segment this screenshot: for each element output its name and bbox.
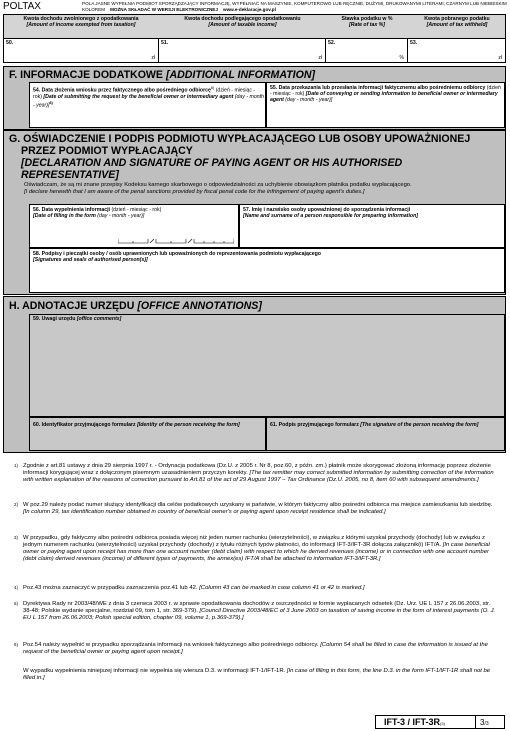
form-footer bbox=[375, 715, 505, 729]
header-note: POLA JASNE WYPEŁNIA PODMIOT SPORZĄDZAJĄCY INFORMACJĘ, WYPEŁNIAĆ NA MASZYNIE, KOMPUTEROWO LUB RĘCZNIE, DUŻYMI, DRUKOWANYMI LITERAMI, CZARNYM LUB NIEBIESKIM KOLOREM MOŻNA SKŁADAĆ W WERSJI ELEKTRONICZNEJ www.e-deklaracje.gov.pl bbox=[82, 1, 507, 12]
field-54[interactable]: 54. Data złożenia wniosku przez faktycznego albo pośredniego odbiorcę$^{6)}$ (dzień - miesiąc - rok) [Date of submitting the request by the beneficial owner or intermediary agent (day - month - year)]$^{6)}$ bbox=[29, 82, 266, 128]
top-table bbox=[3, 14, 506, 63]
field-57[interactable]: 57. Imię i nazwisko osoby upoważnionej do sporządzenia informacji [Name and surname of a person responsible for preparing information] bbox=[239, 204, 505, 248]
section-g-title: G. OŚWIADCZENIE I PODPIS PODMIOTU WYPŁACAJĄCEGO LUB OSOBY UPOWAŻNIONEJ PRZEZ PODMIOT WYPŁACAJĄCY [DECLARATION AND SIGNATURE OF PAYING AGENT OR HIS AUTHORISED REPRESENTATIVE] bbox=[9, 133, 471, 181]
footnote-1: 1) Zgodnie z art.81 ustawy z dnia 29 sierpnia 1997 r. - Ordynacja podatkowa (Dz.U. z 2005 r. Nr 8, poz.60, z późn. zm.) płatnik może skorygować złożoną informację poprzez złożenie informacji korygującej wraz z dołączonym pisemnym uzasadnieniem przyczyn korekty. [The tax remitter may correct submitted information by submitting correction of the information with written explanation of the reasons of correction pursuant to Art.81 of the act of 29 August 1997 – Tax Ordinance (Dz.U. 2005, no 8, item 60 with subsequent amendments.] bbox=[14, 463, 494, 484]
col-exempt-header: Kwota dochodu zwolnionego z opodatkowania [Amount of income exempted from taxation] bbox=[23, 16, 139, 28]
declaration-text: Oświadczam, że są mi znane przepisy Kodeksu karnego skarbowego o odpowiedzialności za uchybienie obowiązkom płatnika podatku wypłacającego. [I declare herewith that I am aware of the penal sanctions provided by fiscal penal code for the infringement of paying agent's duties.] bbox=[24, 182, 412, 195]
section-f-title: F. INFORMACJE DODATKOWE [ADDITIONAL INFORMATION] bbox=[9, 69, 316, 81]
field-55[interactable]: 55. Data przekazania lub przesłania informacji faktycznemu albo pośredniemu odbiorcy (dzień - miesiąc - rok) [Date of conveying or sending information to beneficial owner or intermediary agent (day - month - year)] bbox=[266, 82, 505, 128]
field-53[interactable]: 53. zł bbox=[408, 38, 505, 62]
field-56[interactable]: 56. Data wypełnienia informacji (dzień - miesiąc - rok) [Date of filling in the form (day - month - year)] bbox=[29, 204, 239, 248]
footnote-4: 4) Poz.43 można zaznaczyć w przypadku zaznaczenia poz.41 lub 42. [Column 43 can be marked in case column 41 or 42 is marked.] bbox=[14, 585, 365, 591]
field-50[interactable]: 50. zł bbox=[4, 38, 159, 62]
field-60-receiver-id[interactable]: 60. Identyfikator przyjmującego formularz [Identity of the person receiving the form] bbox=[29, 417, 266, 451]
footnote-3: 3) W przypadku, gdy faktyczny albo pośredni odbiorca posiada więcej niż jeden numer rachunku (wierzytelności), w związku z którymi uzyskał przychody (dochody) lub w związku z jednym numerem rachunku (wierzytelności) uzyskał przychody (dochody) z tytułu różnych typów płatności, do informacji IFT-3/IFT-3R dołącza załącznik(i) IFT/A. [In case beneficial owner or paying agent upon receipt has more than one account number (debt claim) with respect to which he derived revenues (income) or in connection with one account number (debt claim) derived revenues (income) of different types of payments, the annex(es) IFT/A shall be attached to information IFT-3/IFT-3R.] bbox=[14, 535, 490, 563]
date-boxes bbox=[118, 238, 234, 244]
col-rate-header: Stawka podatku w % [Rate of tax %] bbox=[341, 16, 393, 28]
field-59-office-comments[interactable]: 59. Uwagi urzędu [office comments] bbox=[29, 314, 505, 417]
footnote-2: 2) W poz.29 należy podać numer służący identyfikacji dla celów podatkowych uzyskany w państwie, w którym faktyczny albo pośredni odbiorca ma miejsce zamieszkania lub siedzibę. [In column 29, tax identification number obtained in country of beneficial owner's or paying agent upon receipt residence shall be indicated.] bbox=[14, 502, 493, 516]
section-g bbox=[3, 130, 506, 295]
footnotes bbox=[14, 463, 500, 688]
footnote-6: 6) Poz.54 należy wypełnić w przypadku sporządzania informacji na wniosek faktycznego albo pośredniego odbiorcy. [Column 54 shall be filled in case the information is issued at the request of the beneficial owner or paying agent upon receipt.] bbox=[14, 642, 488, 656]
field-61-receiver-signature[interactable]: 61. Podpis przyjmującego formularz [The signature of the person receiving the form] bbox=[266, 417, 505, 451]
section-h bbox=[3, 296, 506, 453]
section-f bbox=[3, 66, 506, 130]
field-51[interactable]: 51. zł bbox=[159, 38, 326, 62]
col-taxable-header: Kwota dochodu podlegającego opodatkowaniu [Amount of taxable income] bbox=[184, 16, 301, 28]
footnote-7: W wypadku wypełnienia niniejszej informacji nie wypełnia się wiersza D.3. w informacji IFT-1/IFT-1R. [In case of filling in this form, the line D.3. in the form IFT-1/IFT-1R shall not be filled in.] bbox=[23, 668, 491, 682]
poltax-logo: POLTAX bbox=[3, 1, 41, 12]
col-withheld-header: Kwota pobranego podatku [Amount of tax withheld] bbox=[424, 16, 490, 28]
page-number: 3/3 bbox=[480, 718, 489, 727]
form-id: IFT-3 / IFT-3R(3) bbox=[384, 717, 445, 727]
field-58[interactable]: 58. Podpisy i pieczątki osoby / osób uprawnionych lub upoważnionych do reprezentowania podmiotu wypłacającego [Signatures and seals of authorised person(s)] bbox=[29, 248, 505, 293]
section-h-title: H. ADNOTACJE URZĘDU [OFFICE ANNOTATIONS] bbox=[9, 300, 262, 312]
field-52[interactable]: 52. % bbox=[326, 38, 408, 62]
footnote-5: 5) Dyrektywa Rady nr 2003/48/WE z dnia 3 czerwca 2003 r. w sprawie opodatkowania dochodów z oszczędności w formie wypłacanych odsetek (Dz. Urz. UE L 157 z 26.06.2003, str. 38-48; Polskie wydanie specjalne, rozdział 09, tom 1, str. 369-379). [Council Directive 2003/48/EC of 3 June 2003 on taxation of saving income in the form of interest payments (O. J. EU L 157 from 26.06.2003; Polish special edition, chapter 09, volume 1, p.369-379).] bbox=[14, 601, 496, 622]
